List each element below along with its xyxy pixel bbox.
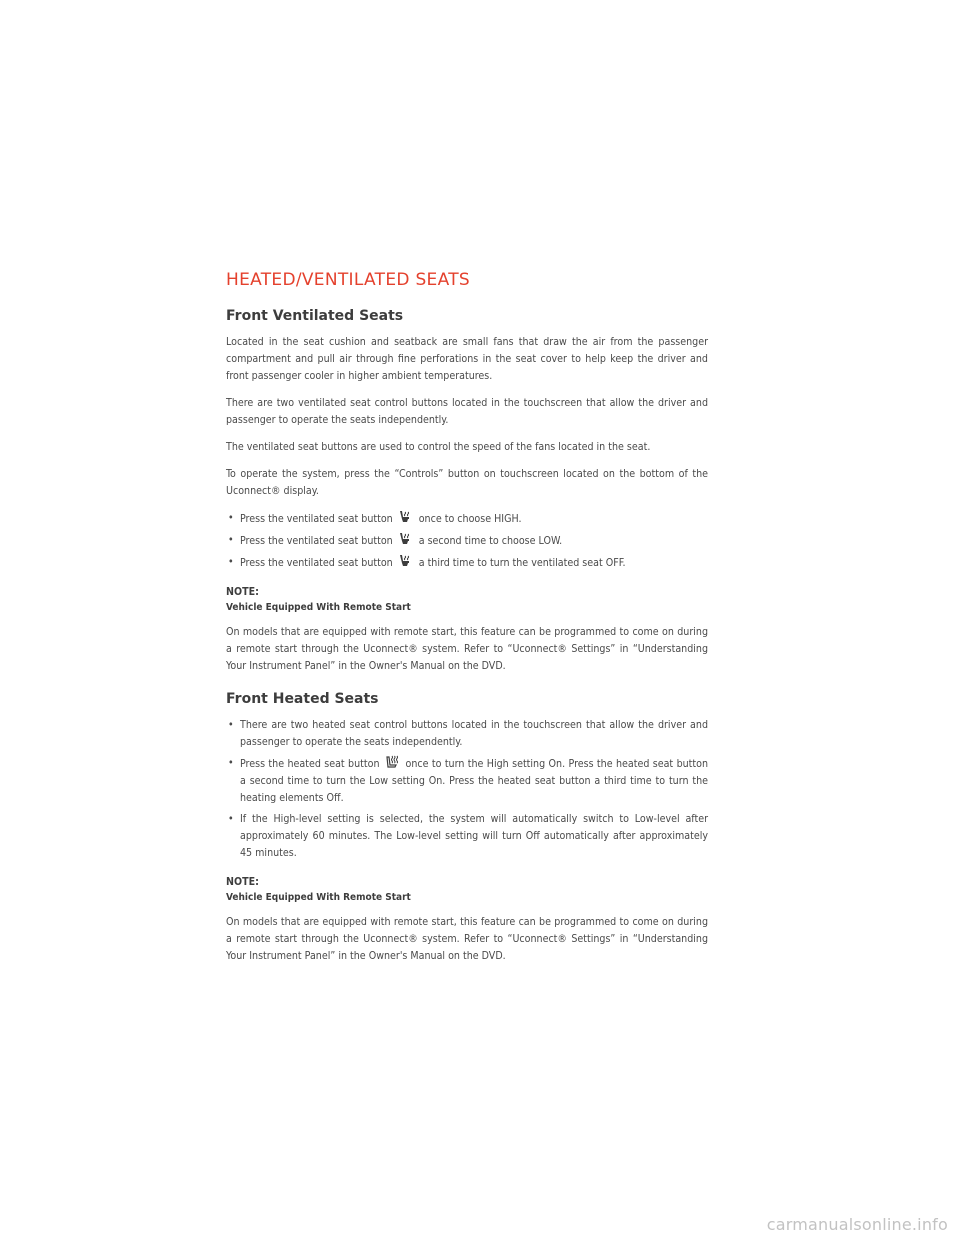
ventilated-seat-icon: [397, 554, 413, 569]
bullet-dot: •: [228, 534, 234, 546]
list-item: [226, 811, 708, 862]
step-text-before: Press the ventilated seat button: [240, 513, 393, 525]
list-item: [226, 755, 708, 807]
ventilated-seat-icon: [397, 532, 413, 547]
ventilated-paragraph-3: The ventilated seat buttons are used to control the speed of the fans located in the seat.: [226, 441, 651, 453]
ventilated-paragraph-4: To operate the system, press the “Controls” button on touchscreen located on the bottom of the Uconnect® display.: [226, 468, 708, 497]
bullet-dot: •: [228, 719, 234, 731]
heated-seats-title: Front Heated Seats: [226, 691, 379, 707]
note-text: On models that are equipped with remote start, this feature can be programmed to come on during a remote start through the Uconnect® system. Refer to “Uconnect® Settings” in “Understanding Your Instrument Panel” in the Owner's Manual on the DVD.: [226, 916, 708, 962]
note-text: On models that are equipped with remote start, this feature can be programmed to come on during a remote start through the Uconnect® system. Refer to “Uconnect® Settings” in “Understanding Your Instrument Panel” in the Owner's Manual on the DVD.: [226, 626, 708, 672]
note-label: NOTE:: [226, 876, 259, 888]
ventilated-steps-list: [226, 510, 708, 572]
section-title: HEATED/VENTILATED SEATS: [226, 270, 470, 290]
step-text-after: once to choose HIGH.: [418, 513, 522, 525]
bullet-dot: •: [228, 556, 234, 568]
ventilated-seats-title: Front Ventilated Seats: [226, 308, 404, 324]
heated-seat-icon: [384, 755, 400, 770]
manual-page: [226, 266, 708, 975]
note-subtitle: Vehicle Equipped With Remote Start: [226, 892, 411, 903]
bullet-dot: •: [228, 512, 234, 524]
note-label: NOTE:: [226, 586, 259, 598]
step-text-after: a second time to choose LOW.: [418, 535, 563, 547]
step-text-before: Press the heated seat button: [240, 758, 380, 770]
step-text-after: once to turn the High setting On. Press the heated seat button a second time to turn the Low setting On. Press the heated seat button a third time to turn the heating elements Off.: [240, 758, 708, 804]
list-item: [226, 532, 708, 550]
heated-bullet-3-text: If the High-level setting is selected, the system will automatically switch to Low-level after approximately 60 minutes. The Low-level setting will turn Off automatically after approximately 45 minutes.: [240, 813, 708, 859]
ventilated-paragraph-1: Located in the seat cushion and seatback are small fans that draw the air from the passenger compartment and pull air through fine perforations in the seat cover to help keep the driver and front passenger cooler in higher ambient temperatures.: [226, 336, 708, 382]
list-item: [226, 717, 708, 751]
heated-bullet-1-text: There are two heated seat control buttons located in the touchscreen that allow the driver and passenger to operate the seats independently.: [240, 719, 708, 748]
list-item: [226, 510, 708, 528]
list-item: [226, 554, 708, 572]
watermark: carmanualsonline.info: [766, 1215, 948, 1234]
ventilated-paragraph-2: There are two ventilated seat control buttons located in the touchscreen that allow the driver and passenger to operate the seats independently.: [226, 397, 708, 426]
step-text-before: Press the ventilated seat button: [240, 535, 393, 547]
note-subtitle: Vehicle Equipped With Remote Start: [226, 602, 411, 613]
ventilated-seat-icon: [397, 510, 413, 525]
bullet-dot: •: [228, 757, 234, 769]
step-text-after: a third time to turn the ventilated seat OFF.: [418, 557, 626, 569]
heated-steps-list: [226, 717, 708, 862]
step-text-before: Press the ventilated seat button: [240, 557, 393, 569]
bullet-dot: •: [228, 813, 234, 825]
